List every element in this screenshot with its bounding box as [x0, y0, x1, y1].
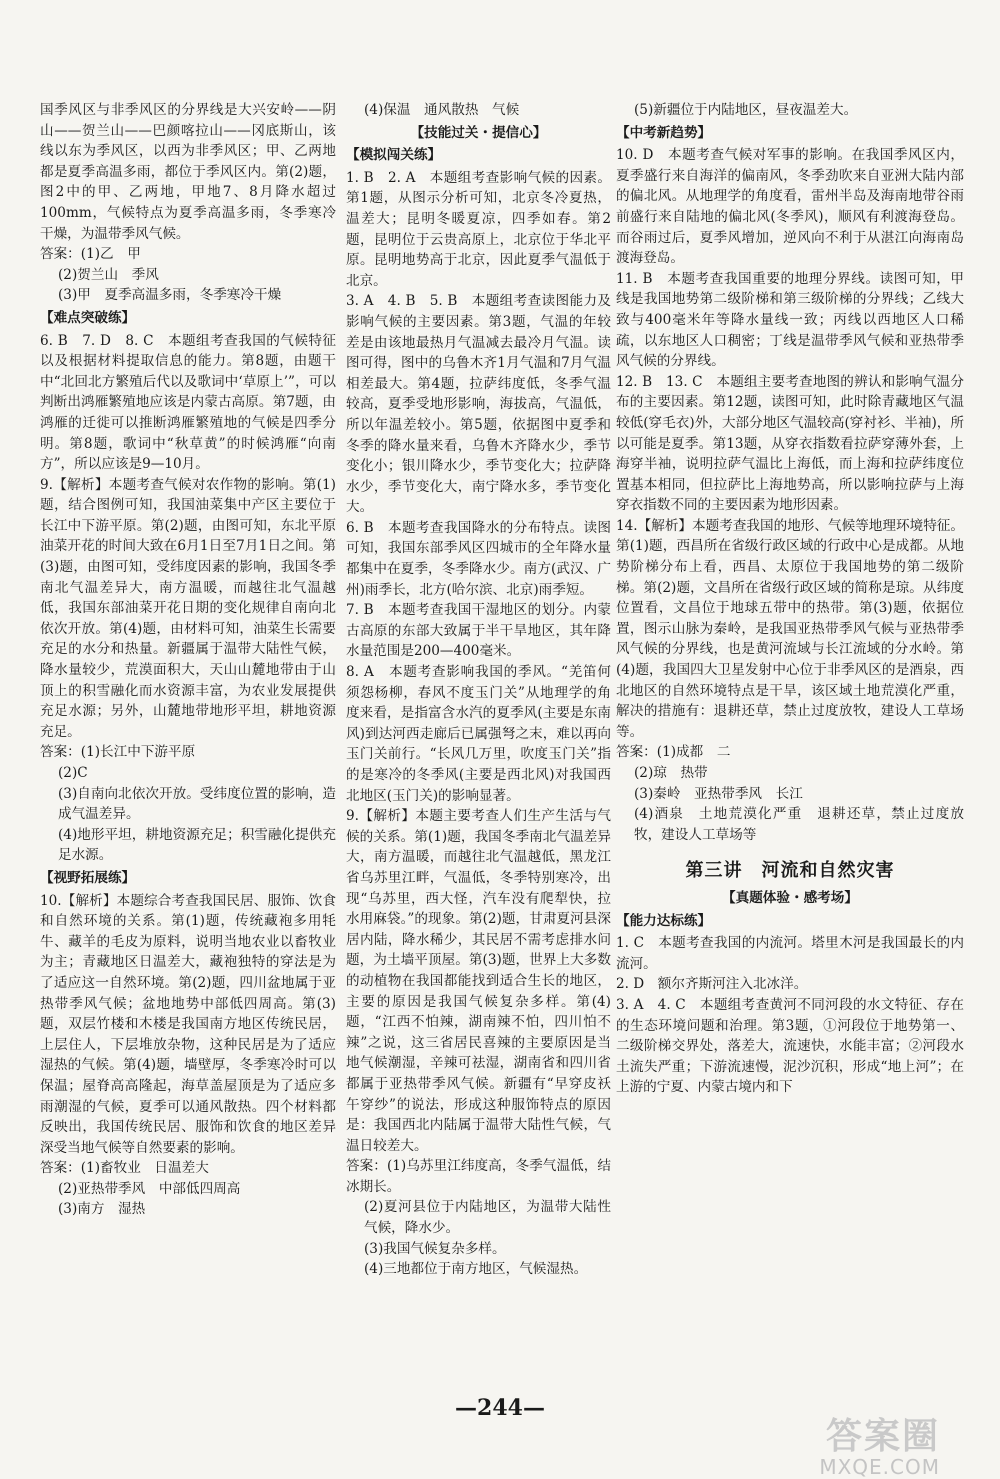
question-item: 9.【解析】本题主要考查人们生产生活与气候的关系。第(1)题，我国冬季南北气温差异大，南方温暖，而越往北气温越低，黑龙江省乌苏里江畔，气温低，冬季特别寒冷，出现“乌苏里，西大怪，汽车没有爬犁快，拉水用麻袋。”的现象。第(2)题，甘肃夏河县深居内陆，降水稀少，其民居不需考虑排水问题，为土墙平顶屋。第(3)题，世界上大多数的动植物在我国都能找到适合生长的地区，主要的原因是我国气候复杂多样。第(4)题，“江西不怕辣，湖南辣不怕，四川怕不辣”之说，这三省居民喜辣的主要原因是当地气候潮湿，辛辣可祛湿，湖南省和四川省都属于亚热带季风气候。新疆有“早穿皮袄午穿纱”的说法，形成这种服饰特点的原因是：我国西北内陆属于温带大陆性气候，气温日较差大。 — [346, 808, 611, 1154]
answer-line: (3)甲 夏季高温多雨，冬季寒冷干燥 — [58, 287, 282, 304]
section-heading: 【能力达标练】 — [616, 912, 712, 929]
question-item: 10. D 本题考查气候对军事的影响。在我国季风区内，夏季盛行来自海洋的偏南风，冬季劲吹来自亚洲大陆内部的偏北风。从地理学的角度看，雷州半岛及海南地带谷雨前盛行来自陆地的偏北风(冬季风)，顺风有利渡海登岛。而谷雨过后，夏季风增加，逆风向不利于从湛江向海南岛渡海登岛。 — [616, 147, 964, 267]
block-heading: 【技能过关・提信心】 — [410, 124, 547, 141]
answer-line: 答案：(1)成都 二 — [616, 744, 731, 761]
question-item: 12. B 13. C 本题组主要考查地图的辨认和影响气温分布的主要因素。第12题，读图可知，此时除青藏地区气温较低(穿毛衣)外，大部分地区气温较高(穿衬衫、半袖)，所以可能是夏季。第13题，从穿衣指数看拉萨穿薄外套，上海穿半袖，说明拉萨气温比上海低，而上海和拉萨纬度位置基本相同，但拉萨比上海地势高，所以影响拉萨与上海穿衣指数不同的主要因素为地形因素。 — [616, 373, 964, 514]
question-item: 3. A 4. C 本题组考查黄河不同河段的水文特征、存在的生态环境问题和治理。第3题，①河段位于地势第一、二级阶梯交界处，落差大，流速快，水能丰富；②河段水土流失严重；下游流速慢，泥沙沉积，形成“地上河”；在上游的宁夏、内蒙古境内和下 — [616, 996, 964, 1096]
column-middle — [346, 100, 611, 1280]
watermark-url: MXQE.COM — [819, 1455, 940, 1479]
answer-line: 答案：(1)畜牧业 日温差大 — [40, 1160, 209, 1177]
question-item: 7. B 本题考查我国干湿地区的划分。内蒙古高原的东部大致属于半干旱地区，其年降水量范围是200—400毫米。 — [346, 602, 611, 660]
question-item: 9.【解析】本题考查气候对农作物的影响。第(1)题，结合图例可知，我国油菜集中产区主要位于长江中下游平原。第(2)题，由图可知，东北平原油菜开花的时间大致在6月1日至7月1日之间。第(3)题，由图可知，受纬度因素的影响，我国冬季南北气温差异大，南方温暖，而越往北气温越低，我国东部油菜开花日期的变化规律自南向北依次开放。第(4)题，由材料可知，油菜生长需要充足的水分和热量。新疆属于温带大陆性气候，降水量较少，荒漠面积大，天山山麓地带由于山顶上的积雪融化而水资源丰富，为农业发展提供充足水源；另外，山麓地带地形平坦，耕地资源充足。 — [40, 476, 336, 740]
answer-line: (2)贺兰山 季风 — [58, 266, 159, 283]
question-item: 1. C 本题考查我国的内流河。塔里木河是我国最长的内流河。 — [616, 935, 964, 972]
section-heading: 【难点突破练】 — [40, 309, 136, 326]
answer-line: (3)自南向北依次开放。受纬度位置的影响，造成气温差异。 — [58, 785, 336, 823]
question-item: 11. B 本题考查我国重要的地理分界线。读图可知，甲线是我国地势第二级阶梯和第三级阶梯的分界线；乙线大致与400毫米年等降水量线一致；丙线以西地区人口稀疏，以东地区人口稠密；丁线是温带季风气候和亚热带季风气候的分界线。 — [616, 270, 964, 370]
lesson-title: 第三讲 河流和自然灾害 — [685, 860, 895, 882]
answer-line: (2)亚热带季风 中部低四周高 — [58, 1180, 241, 1197]
question-item: 6. B 本题考查我国降水的分布特点。读图可知，我国东部季风区四城市的全年降水量都集中在夏季，冬季降水少。南方(武汉、广州)雨季长，北方(哈尔滨、北京)雨季短。 — [346, 519, 611, 598]
answer-line: (4)保温 通风散热 气候 — [364, 102, 520, 118]
question-item: 14.【解析】本题考查我国的地形、气候等地理环境特征。第(1)题，西昌所在省级行政区域的行政中心是成都。从地势阶梯分布上看，西昌、太原位于我国地势的第二级阶梯。第(2)题，文昌所在省级行政区域的简称是琼。从纬度位置看，文昌位于地球五带中的热带。第(3)题，依据位置，图示山脉为秦岭，是我国亚热带季风气候与亚热带季风气候的分界线，也是黄河流域与长江流域的分水岭。第(4)题，我国四大卫星发射中心位于非季风区的是酒泉，西北地区的自然环境特点是干旱，该区域土地荒漠化严重，解决的措施有：退耕还草，禁止过度放牧，建设人工草场等。 — [616, 517, 964, 740]
question-item: 6. B 7. D 8. C 本题组考查我国的气候特征以及根据材料提取信息的能力。第8题，由题干中“北回北方繁殖后代以及歌词中‘草原上’”，可以判断出鸿雁繁殖地应该是内蒙古高原。第7题，由鸿雁的迁徙可以推断鸿雁繁殖地的气候是四季分明。第8题，歌词中“秋草黄”的时候鸿雁“向南方”，所以应该是9—10月。 — [40, 332, 336, 473]
answer-line: 答案：(1)长江中下游平原 — [40, 744, 196, 761]
paragraph: 国季风区与非季风区的分界线是大兴安岭——阴山——贺兰山——巴颜喀拉山——冈底斯山，该线以东为季风区，以西为非季风区；甲、乙两地都是夏季高温多雨，都位于季风区内。第(2)题，图2中的甲、乙两地，甲地7、8月降水超过100mm，气候特点为夏季高温多雨，冬季寒冷干燥，为温带季风气候。 — [40, 102, 336, 242]
section-heading: 【视野拓展练】 — [40, 869, 136, 886]
question-item: 10.【解析】本题综合考查我国民居、服饰、饮食和自然环境的关系。第(1)题，传统藏袍多用牦牛、藏羊的毛皮为原料，说明当地农业以畜牧业为主；青藏地区日温差大，藏袍独特的穿法是为了适应这一自然环境。第(2)题，四川盆地属于亚热带季风气候；盆地地势中部低四周高。第(3)题，双层竹楼和木楼是我国南方地区传统民居，上层住人，下层堆放杂物，这种民居是为了适应湿热的气候。第(4)题，墙壁厚，冬季寒冷时可以保温；屋脊高高隆起，海草盖屋顶是为了适应多雨潮湿的气候，夏季可以通风散热。四个材料都反映出，我国传统民居、服饰和饮食的地区差异深受当地气候等自然要素的影响。 — [40, 892, 336, 1156]
answer-line: (5)新疆位于内陆地区，昼夜温差大。 — [634, 102, 858, 118]
answer-line: (2)琼 热带 — [634, 765, 708, 781]
answer-line: 答案：(1)乌苏里江纬度高，冬季气温低，结冰期长。 — [346, 1158, 611, 1195]
question-item: 3. A 4. B 5. B 本题组考查读图能力及影响气候的主要因素。第3题，气温的年较差是由该地最热月气温减去最冷月气温。读图可得，图中的乌鲁木齐1月气温和7月气温相差最大。第4题，拉萨纬度低，冬季气温较高，夏季受地形影响，海拔高，气温低，所以年温差较小。第5题，依据图中夏季和冬季的降水量来看，乌鲁木齐降水少，季节变化小；银川降水少，季节变化大；拉萨降水少，季节变化大，南宁降水多，季节变化大。 — [346, 293, 611, 516]
block-heading: 【真题体验・感考场】 — [722, 889, 858, 906]
answer-line: (4)地形平坦，耕地资源充足；积雪融化提供充足水源。 — [58, 826, 336, 864]
question-item: 8. A 本题考查影响我国的季风。“羌笛何须怨杨柳，春风不度玉门关”从地理学的角度来看，是指富含水汽的夏季风(主要是东南风)到达河西走廊后已属强弩之末，难以再向玉门关前行。“长风几万里，吹度玉门关”指的是寒冷的冬季风(主要是西北风)对我国西北地区(玉门关)的影响显著。 — [346, 664, 611, 804]
page-number: —244— — [455, 1395, 545, 1421]
column-left — [40, 100, 336, 1220]
answer-line: (4)三地都位于南方地区，气候湿热。 — [364, 1261, 588, 1278]
question-item: 2. D 额尔齐斯河注入北冰洋。 — [616, 976, 808, 993]
answer-line: (3)我国气候复杂多样。 — [364, 1240, 506, 1257]
section-heading: 【模拟闯关练】 — [346, 147, 442, 164]
question-item: 1. B 2. A 本题组考查影响气候的因素。第1题，从图示分析可知，北京冬冷夏热，温差大；昆明冬暖夏凉，四季如春。第2题，昆明位于云贵高原上，北京位于华北平原。昆明地势高于北京，因此夏季气温低于北京。 — [346, 169, 611, 289]
watermark-title: 答案圈 — [825, 1416, 940, 1457]
answer-line: (2)C — [58, 765, 88, 781]
answer-line: (2)夏河县位于内陆地区，为温带大陆性气候，降水少。 — [364, 1199, 611, 1237]
answer-line: (3)南方 湿热 — [58, 1201, 146, 1218]
section-heading: 【中考新趋势】 — [616, 124, 712, 141]
watermark-logo — [760, 1408, 940, 1479]
column-right — [616, 100, 964, 1098]
answer-line: (4)酒泉 土地荒漠化严重 退耕还草，禁止过度放牧，建设人工草场等 — [634, 806, 964, 843]
answer-line: 答案：(1)乙 甲 — [40, 246, 141, 263]
answer-line: (3)秦岭 亚热带季风 长江 — [634, 785, 803, 802]
